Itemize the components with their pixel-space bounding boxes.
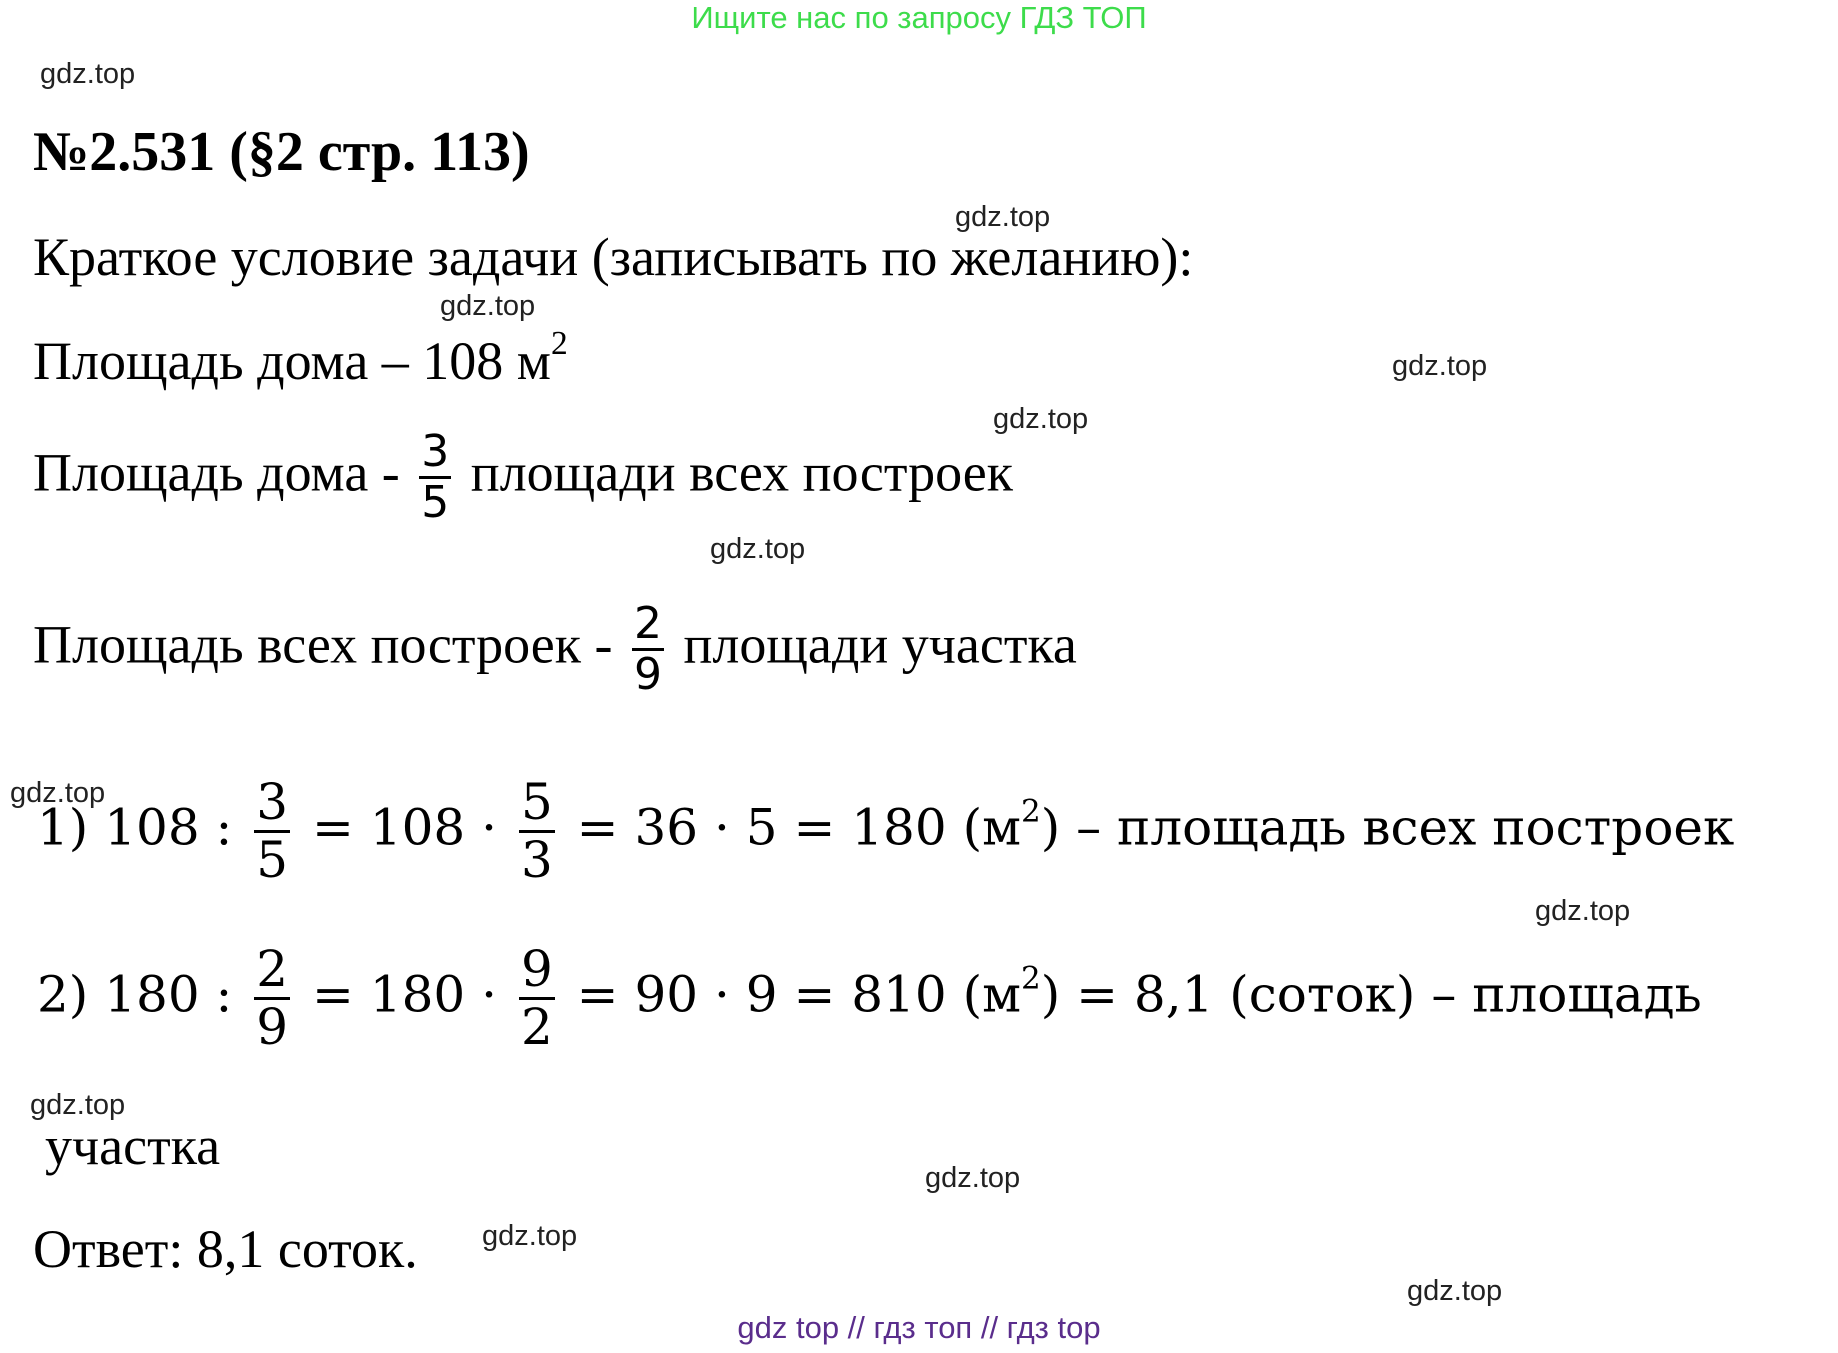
fraction (519, 942, 555, 1055)
step-text: ) – площадь всех построек (1040, 798, 1735, 857)
fraction-numerator: 5 (520, 773, 553, 831)
solution-step-2-continuation: участка (45, 1116, 221, 1176)
watermark: gdz.top (925, 1162, 1021, 1194)
watermark: gdz.top (1407, 1275, 1503, 1307)
condition-text: площади всех построек (470, 442, 1013, 503)
condition-text: Площадь всех построек - (33, 614, 613, 675)
fraction (632, 600, 664, 700)
step-text: = 180 · (312, 965, 498, 1024)
step-text: 2) 180 : (37, 965, 233, 1024)
step-text: = 36 · 5 = 180 (м (576, 798, 1021, 857)
fraction-denominator: 3 (520, 831, 553, 889)
fraction (254, 775, 290, 888)
answer: Ответ: 8,1 соток. (33, 1219, 418, 1279)
condition-text: Площадь дома – 108 м (33, 331, 551, 391)
watermark: gdz.top (30, 1089, 126, 1121)
fraction-denominator: 9 (633, 649, 662, 701)
watermark: gdz.top (482, 1220, 578, 1252)
watermark: gdz.top (710, 533, 806, 565)
fraction-numerator: 9 (520, 940, 553, 998)
fraction-denominator: 5 (421, 477, 450, 529)
condition-line-house-fraction (33, 428, 1013, 528)
fraction-denominator: 5 (256, 831, 289, 889)
condition-line-house-area (33, 324, 568, 392)
condition-text: Площадь дома - (33, 442, 400, 503)
page-title: №2.531 (§2 стр. 113) (33, 121, 530, 183)
exponent: 2 (1020, 793, 1041, 830)
fraction (254, 942, 290, 1055)
watermark: gdz.top (40, 58, 136, 90)
watermark: gdz.top (440, 290, 536, 322)
step-text: ) = 8,1 (соток) – площадь (1040, 965, 1702, 1024)
search-banner: Ищите нас по запросу ГДЗ ТОП (691, 0, 1147, 35)
step-text: 1) 108 : (37, 798, 233, 857)
fraction (419, 428, 451, 528)
fraction-numerator: 2 (632, 600, 664, 651)
solution-step-1 (37, 775, 1734, 888)
fraction-numerator: 2 (256, 940, 289, 998)
fraction-numerator: 3 (256, 773, 289, 831)
watermark: gdz.top (955, 201, 1051, 233)
exponent: 2 (550, 324, 568, 362)
watermark: gdz.top (10, 777, 106, 809)
condition-heading: Краткое условие задачи (записывать по желанию): (33, 227, 1194, 287)
step-text: = 90 · 9 = 810 (м (576, 965, 1021, 1024)
fraction-numerator: 3 (419, 428, 451, 479)
fraction (519, 775, 555, 888)
step-text: = 108 · (312, 798, 498, 857)
watermark: gdz.top (993, 403, 1089, 435)
watermark: gdz.top (1392, 350, 1488, 382)
condition-line-buildings-fraction (33, 600, 1077, 700)
footer-links: gdz top // гдз топ // гдз top (737, 1310, 1101, 1345)
fraction-denominator: 9 (256, 998, 289, 1056)
condition-text: площади участка (683, 614, 1077, 675)
watermark: gdz.top (1535, 895, 1631, 927)
fraction-denominator: 2 (520, 998, 553, 1056)
solution-step-2 (37, 942, 1702, 1055)
exponent: 2 (1020, 960, 1041, 997)
